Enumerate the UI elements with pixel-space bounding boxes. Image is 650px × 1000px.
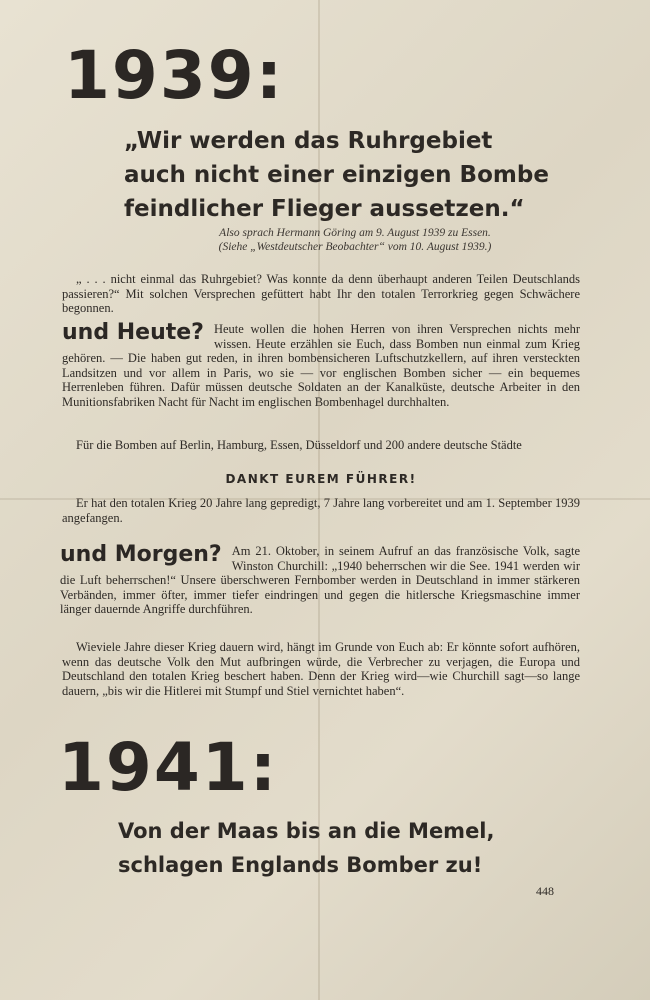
headline-1939: 1939: [64, 37, 285, 114]
headline-1941: 1941: [58, 729, 279, 806]
leaflet-number: 448 [536, 884, 554, 898]
quote-attribution [120, 226, 590, 254]
paragraph-heute: Heute wollen die hohen Herren von ihren Versprechen nichts mehr wissen. Heute erzählen sie Euch, dass Bomben nun einmal zum Krieg gehören. — Die haben gut reden, in ihren bombensicheren Luftschutzkellern, auf ihren versteckten Landsitzen und vor allem in Paris, wo sie — vor englischen Bomben sicher — ein bequemes Herrenleben führen. Dafür müssen deutsche Soldaten an der Kanalküste, deutsche Arbeiter in den Munitionsfabriken Nacht für Nacht im englischen Bombenhagel durchhalten. [62, 322, 580, 409]
section-heute [62, 322, 580, 410]
paragraph-totaler-krieg: Er hat den totalen Krieg 20 Jahre lang gepredigt, 7 Jahre lang vorbereitet und am 1. September 1939 angefangen. [62, 496, 580, 525]
paragraph-wieviele-jahre: Wieviele Jahre dieser Krieg dauern wird, hängt im Grunde von Euch ab: Er könnte sofort aufhören, wenn das deutsche Volk den Mut aufbringen würde, die Verbrecher zu verjagen, die Europa und Deutschland den totalen Krieg beschert haben. Denn der Krieg wird—wie Churchill sagt—so lange dauern, „bis wir die Hitlerei mit Stumpf und Stiel vernichtet haben“. [62, 640, 580, 698]
quote-line-3: feindlicher Flieger aussetzen.“ [124, 196, 525, 222]
dankt-eurem-fuehrer: DANKT EUREM FÜHRER! [225, 472, 417, 486]
goering-quote [124, 124, 584, 226]
quote-line-2: auch nicht einer einzigen Bombe [124, 162, 549, 188]
paragraph-staedte: Für die Bomben auf Berlin, Hamburg, Essen, Düsseldorf und 200 andere deutsche Städte [76, 438, 522, 452]
heading-und-heute: und Heute? [62, 320, 204, 345]
paragraph-morgen: Am 21. Oktober, in seinem Aufruf an das französische Volk, sagte Winston Churchill: „1940 beherrschen wir die See. 1941 werden wir die Luft beherrschen!“ Unsere überschweren Fernbomber werden in Deutschland in immer stärkeren Verbänden, immer öfter, immer tiefer eindringen und gegen die hitlersche Kriegsmaschine immer länger dauernde Angriffe durchführen. [60, 544, 580, 617]
slogan [118, 814, 588, 882]
heading-und-morgen: und Morgen? [60, 542, 222, 567]
slogan-line-2: schlagen Englands Bomber zu! [118, 853, 483, 877]
paragraph-ruhrgebiet: „ . . . nicht einmal das Ruhrgebiet? Was konnte da denn überhaupt anderen Teilen Deutschlands passieren?“ Mit solchen Versprechen gefüttert habt Ihr den totalen Terrorkrieg gegen Schwächere begonnen. [62, 272, 580, 316]
attribution-line-2: (Siehe „Westdeutscher Beobachter“ vom 10. August 1939.) [218, 241, 492, 253]
section-morgen [60, 544, 580, 617]
quote-line-1: „Wir werden das Ruhrgebiet [124, 128, 493, 154]
attribution-line-1: Also sprach Hermann Göring am 9. August 1939 zu Essen. [219, 227, 491, 239]
slogan-line-1: Von der Maas bis an die Memel, [118, 819, 495, 843]
